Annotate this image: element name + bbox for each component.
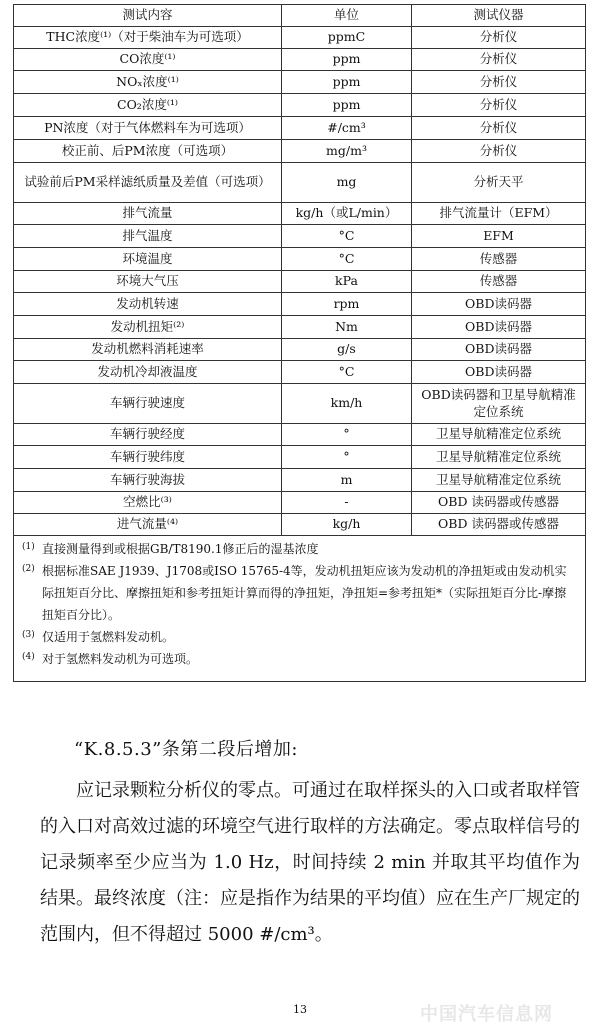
cell-instrument: 传感器 — [412, 248, 586, 271]
cell-unit: mg — [282, 163, 412, 203]
cell-unit: - — [282, 492, 412, 514]
table-row — [14, 117, 586, 140]
table-row — [14, 446, 586, 469]
table-row — [14, 361, 586, 384]
cell-unit: °C — [282, 361, 412, 384]
cell-instrument: OBD读码器 — [412, 339, 586, 361]
cell-unit: mg/m³ — [282, 140, 412, 163]
cell-test-content: 进气流量⁽⁴⁾ — [14, 514, 282, 536]
body-paragraph: 应记录颗粒分析仪的零点。可通过在取样探头的入口或者取样管的入口对高效过滤的环境空气进行取样的方法确定。零点取样信号的记录频率至少应当为 1.0 Hz，时间持续 2 min 并取其平均值作为结果。最终浓度（注：应是指作为结果的平均值）应在生产厂规定的范围内，但不得超过 5000 #/cm³。 — [40, 780, 580, 945]
header-unit: 单位 — [282, 5, 412, 27]
table-row — [14, 225, 586, 248]
cell-test-content: 车辆行驶海拔 — [14, 469, 282, 492]
cell-instrument: 分析仪 — [412, 140, 586, 163]
cell-test-content: NOₓ浓度⁽¹⁾ — [14, 71, 282, 94]
page-number: 13 — [293, 1003, 307, 1016]
table-row — [14, 271, 586, 293]
table-row — [14, 384, 586, 424]
table-row — [14, 49, 586, 71]
table-body — [14, 27, 586, 536]
cell-unit: kPa — [282, 271, 412, 293]
cell-instrument: 排气流量计（EFM） — [412, 203, 586, 225]
test-parameters-table — [13, 4, 586, 682]
cell-unit: ppm — [282, 94, 412, 117]
cell-test-content: 环境温度 — [14, 248, 282, 271]
notes-row — [14, 536, 586, 682]
note-text: 直接测量得到或根据GB/T8190.1修正后的湿基浓度 — [42, 542, 319, 556]
site-watermark: 中国汽车信息网 — [420, 1004, 553, 1025]
cell-instrument: OBD 读码器或传感器 — [412, 514, 586, 536]
cell-test-content: 发动机扭矩⁽²⁾ — [14, 316, 282, 339]
table-row — [14, 514, 586, 536]
note-item — [22, 538, 577, 560]
cell-instrument: EFM — [412, 225, 586, 248]
cell-instrument: OBD读码器 — [412, 361, 586, 384]
cell-test-content: CO₂浓度⁽¹⁾ — [14, 94, 282, 117]
note-text: 根据标准SAE J1939、J1708或ISO 15765-4等，发动机扭矩应该为发动机的净扭矩或由发动机实际扭矩百分比、摩擦扭矩和参考扭矩计算而得的净扭矩，净扭矩=参考扭矩*（实际扭矩百分比-摩擦扭矩百分比）。 — [42, 564, 567, 622]
cell-test-content: 发动机燃料消耗速率 — [14, 339, 282, 361]
cell-test-content: 校正前、后PM浓度（可选项） — [14, 140, 282, 163]
cell-instrument: 分析仪 — [412, 94, 586, 117]
section-heading: “K.8.5.3”条第二段后增加: — [74, 739, 298, 760]
note-number: (4) — [22, 652, 35, 662]
cell-instrument: 分析天平 — [412, 163, 586, 203]
table-header-row — [14, 5, 586, 27]
cell-unit: ppmC — [282, 27, 412, 49]
note-item — [22, 648, 577, 670]
cell-test-content: 发动机冷却液温度 — [14, 361, 282, 384]
table-row — [14, 248, 586, 271]
table-row — [14, 492, 586, 514]
cell-instrument: OBD 读码器或传感器 — [412, 492, 586, 514]
cell-unit: #/cm³ — [282, 117, 412, 140]
cell-unit: km/h — [282, 384, 412, 424]
cell-test-content: 排气流量 — [14, 203, 282, 225]
table-row — [14, 71, 586, 94]
cell-unit: kg/h（或L/min） — [282, 203, 412, 225]
cell-instrument: 卫星导航精准定位系统 — [412, 469, 586, 492]
cell-instrument: 分析仪 — [412, 71, 586, 94]
cell-test-content: THC浓度⁽¹⁾（对于柴油车为可选项） — [14, 27, 282, 49]
cell-instrument: 分析仪 — [412, 27, 586, 49]
table-row — [14, 339, 586, 361]
table-row — [14, 469, 586, 492]
cell-instrument: 分析仪 — [412, 49, 586, 71]
table-row — [14, 293, 586, 316]
table-row — [14, 424, 586, 446]
note-text: 对于氢燃料发动机为可选项。 — [42, 652, 199, 666]
cell-instrument: OBD读码器和卫星导航精准定位系统 — [412, 384, 586, 424]
cell-test-content: 车辆行驶速度 — [14, 384, 282, 424]
header-content: 测试内容 — [14, 5, 282, 27]
header-instrument: 测试仪器 — [412, 5, 586, 27]
cell-unit: kg/h — [282, 514, 412, 536]
note-number: (2) — [22, 564, 35, 574]
cell-test-content: 排气温度 — [14, 225, 282, 248]
note-text: 仅适用于氢燃料发动机。 — [42, 630, 175, 644]
cell-unit: Nm — [282, 316, 412, 339]
table-row — [14, 140, 586, 163]
cell-instrument: 卫星导航精准定位系统 — [412, 424, 586, 446]
table-row — [14, 203, 586, 225]
cell-unit: ° — [282, 446, 412, 469]
table-notes — [14, 536, 586, 682]
note-item — [22, 626, 577, 648]
cell-test-content: PN浓度（对于气体燃料车为可选项） — [14, 117, 282, 140]
cell-test-content: 试验前后PM采样滤纸质量及差值（可选项） — [14, 163, 282, 203]
cell-unit: rpm — [282, 293, 412, 316]
cell-test-content: 车辆行驶纬度 — [14, 446, 282, 469]
note-number: (1) — [22, 542, 35, 552]
cell-unit: ° — [282, 424, 412, 446]
table-row — [14, 27, 586, 49]
cell-test-content: 发动机转速 — [14, 293, 282, 316]
cell-unit: °C — [282, 248, 412, 271]
cell-test-content: 车辆行驶经度 — [14, 424, 282, 446]
cell-test-content: 空燃比⁽³⁾ — [14, 492, 282, 514]
table-row — [14, 316, 586, 339]
cell-unit: ppm — [282, 71, 412, 94]
cell-unit: g/s — [282, 339, 412, 361]
cell-test-content: CO浓度⁽¹⁾ — [14, 49, 282, 71]
cell-unit: ppm — [282, 49, 412, 71]
cell-unit: °C — [282, 225, 412, 248]
note-number: (3) — [22, 630, 35, 640]
note-item — [22, 560, 577, 626]
cell-unit: m — [282, 469, 412, 492]
cell-instrument: 分析仪 — [412, 117, 586, 140]
table-row — [14, 94, 586, 117]
cell-instrument: OBD读码器 — [412, 316, 586, 339]
table-row — [14, 163, 586, 203]
cell-instrument: 传感器 — [412, 271, 586, 293]
cell-test-content: 环境大气压 — [14, 271, 282, 293]
cell-instrument: OBD读码器 — [412, 293, 586, 316]
cell-instrument: 卫星导航精准定位系统 — [412, 446, 586, 469]
